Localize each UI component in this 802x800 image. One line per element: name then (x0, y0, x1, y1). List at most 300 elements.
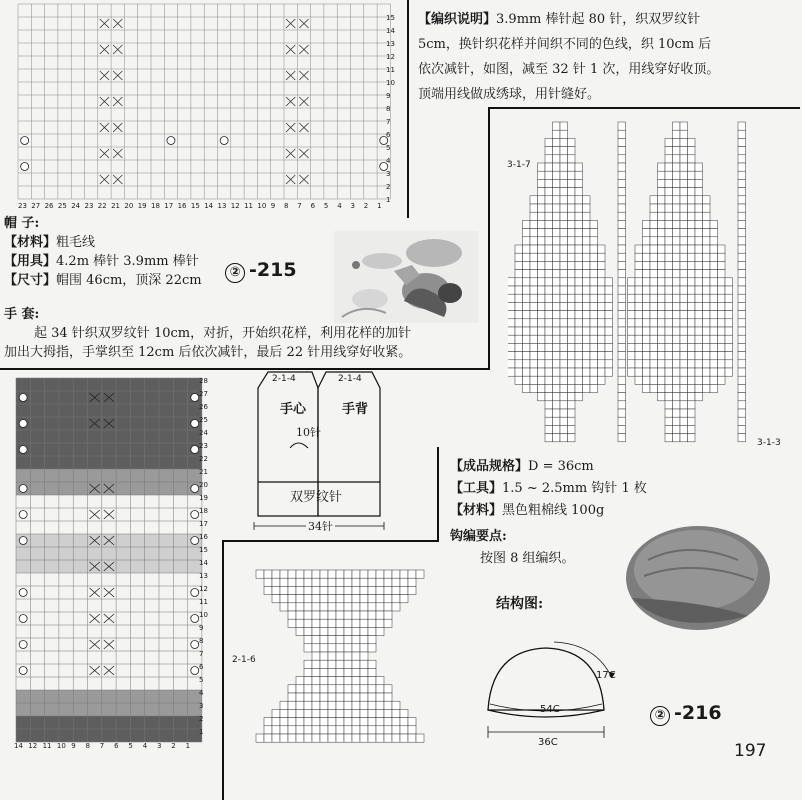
grid-cell (352, 611, 360, 619)
grid-cell (618, 229, 626, 237)
grid-cell (718, 245, 726, 253)
grid-cell (560, 122, 568, 130)
grid-cell (320, 734, 328, 742)
grid-cell (688, 212, 696, 220)
grid-cell (680, 261, 688, 269)
grid-cell (368, 701, 376, 709)
circle-stitch (19, 446, 27, 454)
grid-cell (703, 376, 711, 384)
grid-cell (680, 319, 688, 327)
grid-cell (545, 319, 553, 327)
grid-cell (304, 570, 312, 578)
grid-cell (538, 327, 546, 335)
grid-cell (703, 212, 711, 220)
grid-cell (336, 611, 344, 619)
grid-cell (628, 302, 636, 310)
grid-cell (680, 196, 688, 204)
grid-cell (545, 229, 553, 237)
grid-cell (545, 237, 553, 245)
grid-cell (328, 668, 336, 676)
grid-cell (688, 163, 696, 171)
grid-cell (583, 327, 591, 335)
cross-stitch (286, 123, 295, 132)
circle-stitch (19, 589, 27, 597)
grid-cell (703, 327, 711, 335)
grid-cell (673, 302, 681, 310)
grid-cell (635, 278, 643, 286)
grid-cell (523, 278, 531, 286)
grid-cell (538, 294, 546, 302)
grid-cell (538, 188, 546, 196)
x-tick-label: 15 (190, 202, 200, 210)
grid-cell (336, 627, 344, 635)
grid-cell (336, 644, 344, 652)
grid-cell (545, 368, 553, 376)
grid-cell (650, 212, 658, 220)
grid-cell (703, 368, 711, 376)
x-tick-label: 14 (14, 742, 23, 750)
grid-cell (583, 343, 591, 351)
grid-cell (328, 595, 336, 603)
grid-cell (725, 368, 733, 376)
grid-cell (545, 335, 553, 343)
grid-cell (508, 327, 515, 335)
grid-cell (583, 286, 591, 294)
grid-cell (508, 286, 515, 294)
grid-cell (545, 147, 553, 155)
glove-palm-label: 手心 (280, 402, 307, 417)
grid-cell (280, 578, 288, 586)
grid-cell (568, 425, 576, 433)
grid-cell (515, 286, 523, 294)
grid-cell (560, 188, 568, 196)
grid-cell (360, 693, 368, 701)
grid-cell (665, 171, 673, 179)
grid-cell (568, 261, 576, 269)
grid-cell (618, 171, 626, 179)
grid-cell (545, 425, 553, 433)
divider (0, 368, 490, 370)
grid-cell (650, 229, 658, 237)
grid-cell (618, 425, 626, 433)
grid-cell (296, 570, 304, 578)
grid-cell (658, 311, 666, 319)
grid-cell (673, 163, 681, 171)
grid-cell (384, 701, 392, 709)
grid-cell (568, 155, 576, 163)
grid-cell (575, 286, 583, 294)
grid-cell (643, 343, 651, 351)
grid-cell (605, 327, 613, 335)
grid-cell (368, 595, 376, 603)
grid-cell (658, 179, 666, 187)
grid-cell (508, 343, 515, 351)
grid-cell (688, 261, 696, 269)
structure-36c: 36C (538, 737, 558, 748)
grid-cell (344, 668, 352, 676)
grid-cell (738, 425, 746, 433)
grid-cell (695, 245, 703, 253)
grid-cell (568, 196, 576, 204)
grid-cell (575, 237, 583, 245)
grid-cell (575, 220, 583, 228)
grid-cell (703, 196, 711, 204)
y-tick-label: 15 (199, 546, 208, 554)
hat-materials: 【材料】粗毛线 (4, 235, 96, 250)
grid-cell (545, 220, 553, 228)
x-tick-label: 8 (85, 742, 90, 750)
grid-cell (650, 335, 658, 343)
grid-cell (673, 327, 681, 335)
grid-cell (344, 693, 352, 701)
grid-cell (628, 327, 636, 335)
grid-cell (344, 603, 352, 611)
circle-stitch (19, 420, 27, 428)
grid-cell (688, 425, 696, 433)
hat-size: 【尺寸】帽围 46cm，顶深 22cm (4, 273, 202, 288)
grid-cell (523, 286, 531, 294)
grid-cell (538, 212, 546, 220)
grid-cell (360, 644, 368, 652)
grid-cell (680, 286, 688, 294)
chart-row-band (16, 690, 202, 703)
grid-cell (628, 335, 636, 343)
grid-cell (368, 578, 376, 586)
x-tick-label: 17 (164, 202, 174, 210)
grid-cell (635, 335, 643, 343)
grid-cell (673, 188, 681, 196)
grid-cell (618, 384, 626, 392)
grid-cell (680, 155, 688, 163)
grid-cell (545, 163, 553, 171)
grid-cell (553, 360, 561, 368)
grid-cell (360, 652, 368, 660)
grid-cell (344, 619, 352, 627)
grid-cell (392, 586, 400, 594)
grid-cell (545, 417, 553, 425)
grid-cell (515, 376, 523, 384)
grid-cell (545, 352, 553, 360)
grid-cell (304, 668, 312, 676)
grid-cell (590, 270, 598, 278)
grid-cell (703, 270, 711, 278)
grid-cell (560, 229, 568, 237)
grid-cell (384, 619, 392, 627)
chart-row-band (16, 547, 202, 560)
grid-cell (583, 261, 591, 269)
grid-cell (328, 603, 336, 611)
grid-cell (598, 253, 606, 261)
grid-cell (288, 693, 296, 701)
grid-cell (530, 204, 538, 212)
grid-cell (320, 677, 328, 685)
crochet-spec: 【成品规格】D = 36cm (450, 459, 594, 474)
grid-cell (738, 302, 746, 310)
circle-stitch (19, 511, 27, 519)
y-tick-label: 1 (386, 196, 391, 204)
grid-cell (368, 734, 376, 742)
grid-cell (680, 212, 688, 220)
grid-cell (296, 627, 304, 635)
circle-stitch (191, 589, 199, 597)
grid-cell (658, 352, 666, 360)
grid-cell (400, 734, 408, 742)
grid-cell (312, 619, 320, 627)
grid-cell (523, 311, 531, 319)
grid-cell (344, 644, 352, 652)
chart-row-band (16, 430, 202, 443)
grid-cell (658, 253, 666, 261)
grid-cell (392, 726, 400, 734)
grid-cell (352, 636, 360, 644)
grid-cell (530, 335, 538, 343)
grid-cell (738, 409, 746, 417)
grid-cell (703, 261, 711, 269)
grid-cell (553, 204, 561, 212)
pattern-code-215 (225, 259, 297, 283)
grid-cell (688, 253, 696, 261)
grid-cell (658, 270, 666, 278)
grid-cell (575, 319, 583, 327)
grid-cell (635, 368, 643, 376)
grid-cell (560, 409, 568, 417)
grid-cell (688, 401, 696, 409)
grid-cell (665, 278, 673, 286)
grid-cell (598, 261, 606, 269)
grid-cell (658, 368, 666, 376)
grid-cell (665, 212, 673, 220)
grid-cell (738, 204, 746, 212)
grid-cell (628, 360, 636, 368)
grid-cell (710, 327, 718, 335)
grid-cell (553, 196, 561, 204)
grid-cell (665, 188, 673, 196)
grid-cell (368, 693, 376, 701)
grid-cell (598, 360, 606, 368)
grid-cell (575, 196, 583, 204)
grid-cell (618, 352, 626, 360)
grid-cell (568, 360, 576, 368)
grid-cell (304, 734, 312, 742)
grid-cell (296, 611, 304, 619)
grid-cell (673, 335, 681, 343)
grid-cell (590, 343, 598, 351)
grid-cell (575, 171, 583, 179)
right-knitting-chart (508, 118, 796, 448)
grid-cell (568, 401, 576, 409)
x-tick-label: 9 (270, 202, 276, 210)
grid-cell (618, 196, 626, 204)
grid-cell (553, 311, 561, 319)
grid-cell (320, 685, 328, 693)
grid-cell (304, 685, 312, 693)
grid-cell (508, 311, 515, 319)
grid-cell (635, 253, 643, 261)
cross-stitch (299, 71, 308, 80)
grid-cell (575, 270, 583, 278)
grid-cell (598, 376, 606, 384)
grid-cell (738, 212, 746, 220)
grid-cell (320, 619, 328, 627)
grid-cell (553, 319, 561, 327)
grid-cell (320, 578, 328, 586)
chart-row-band (16, 573, 202, 586)
y-tick-label: 1 (199, 728, 204, 736)
grid-cell (272, 726, 280, 734)
grid-cell (384, 611, 392, 619)
circle-stitch (220, 137, 228, 145)
grid-cell (368, 586, 376, 594)
grid-cell (560, 278, 568, 286)
grid-cell (280, 586, 288, 594)
grid-cell (538, 245, 546, 253)
grid-cell (545, 196, 553, 204)
grid-cell (650, 302, 658, 310)
grid-cell (665, 147, 673, 155)
grid-cell (545, 155, 553, 163)
grid-cell (304, 693, 312, 701)
grid-cell (545, 327, 553, 335)
glove-rib-label: 双罗纹针 (290, 490, 343, 505)
x-tick-label: 2 (171, 742, 176, 750)
grid-cell (553, 212, 561, 220)
grid-cell (312, 685, 320, 693)
grid-cell (680, 229, 688, 237)
y-tick-label: 19 (199, 494, 208, 502)
grid-cell (718, 311, 726, 319)
grid-cell (560, 376, 568, 384)
grid-cell (643, 286, 651, 294)
grid-cell (665, 163, 673, 171)
chart-row-band (16, 456, 202, 469)
grid-cell (718, 278, 726, 286)
grid-cell (336, 603, 344, 611)
grid-cell (598, 343, 606, 351)
grid-cell (515, 311, 523, 319)
grid-cell (665, 425, 673, 433)
grid-cell (530, 245, 538, 253)
grid-cell (560, 237, 568, 245)
pattern-code-text: -215 (249, 259, 297, 281)
grid-cell (680, 401, 688, 409)
grid-cell (680, 352, 688, 360)
grid-cell (688, 368, 696, 376)
grid-cell (680, 122, 688, 130)
grid-cell (643, 384, 651, 392)
grid-cell (320, 611, 328, 619)
grid-cell (710, 343, 718, 351)
grid-cell (376, 718, 384, 726)
grid-cell (538, 311, 546, 319)
grid-cell (530, 327, 538, 335)
cross-stitch (113, 97, 122, 106)
grid-cell (545, 179, 553, 187)
grid-cell (360, 578, 368, 586)
grid-cell (328, 652, 336, 660)
grid-cell (568, 245, 576, 253)
grid-cell (272, 709, 280, 717)
grid-cell (658, 163, 666, 171)
grid-cell (288, 611, 296, 619)
y-tick-label: 3 (199, 702, 204, 710)
grid-cell (688, 220, 696, 228)
cross-stitch (113, 19, 122, 28)
grid-cell (523, 229, 531, 237)
grid-cell (583, 335, 591, 343)
grid-cell (605, 335, 613, 343)
grid-cell (665, 343, 673, 351)
grid-cell (568, 417, 576, 425)
circle-stitch (21, 163, 29, 171)
grid-cell (680, 425, 688, 433)
grid-cell (538, 302, 546, 310)
cross-stitch (286, 71, 295, 80)
crochet-key-points-title: 钩编要点: (450, 529, 507, 544)
y-tick-label: 27 (199, 390, 208, 398)
cross-stitch (113, 175, 122, 184)
grid-cell (605, 368, 613, 376)
x-tick-label: 24 (71, 202, 81, 210)
grid-cell (650, 237, 658, 245)
structure-diagram (478, 640, 628, 750)
grid-cell (665, 417, 673, 425)
grid-cell (376, 619, 384, 627)
grid-cell (680, 302, 688, 310)
grid-cell (665, 261, 673, 269)
grid-cell (288, 726, 296, 734)
grid-cell (368, 603, 376, 611)
grid-cell (328, 611, 336, 619)
grid-cell (635, 294, 643, 302)
grid-cell (376, 709, 384, 717)
cross-stitch (100, 45, 109, 54)
grid-cell (703, 278, 711, 286)
circle-stitch (167, 137, 175, 145)
circle-stitch (191, 420, 199, 428)
grid-cell (538, 343, 546, 351)
grid-cell (352, 619, 360, 627)
grid-cell (553, 335, 561, 343)
grid-cell (680, 360, 688, 368)
grid-cell (384, 570, 392, 578)
gloves-line-1: 起 34 针织双罗纹针 10cm，对折，开始织花样，利用花样的加针 (34, 326, 412, 341)
grid-cell (560, 138, 568, 146)
grid-cell (553, 171, 561, 179)
grid-cell (650, 311, 658, 319)
grid-cell (590, 286, 598, 294)
grid-cell (673, 245, 681, 253)
grid-cell (738, 335, 746, 343)
grid-cell (710, 220, 718, 228)
grid-cell (553, 384, 561, 392)
instructions-line-3: 依次减针，如图，减至 32 针 1 次，用线穿好收顶。 (418, 62, 720, 77)
grid-cell (695, 393, 703, 401)
grid-cell (344, 636, 352, 644)
grid-cell (304, 677, 312, 685)
grid-cell (545, 384, 553, 392)
y-tick-label: 2 (386, 183, 391, 191)
grid-cell (312, 578, 320, 586)
grid-cell (530, 229, 538, 237)
grid-cell (738, 147, 746, 155)
grid-cell (545, 188, 553, 196)
grid-cell (568, 212, 576, 220)
grid-cell (523, 376, 531, 384)
grid-cell (658, 278, 666, 286)
cross-stitch (100, 123, 109, 132)
grid-cell (560, 384, 568, 392)
grid-cell (590, 245, 598, 253)
